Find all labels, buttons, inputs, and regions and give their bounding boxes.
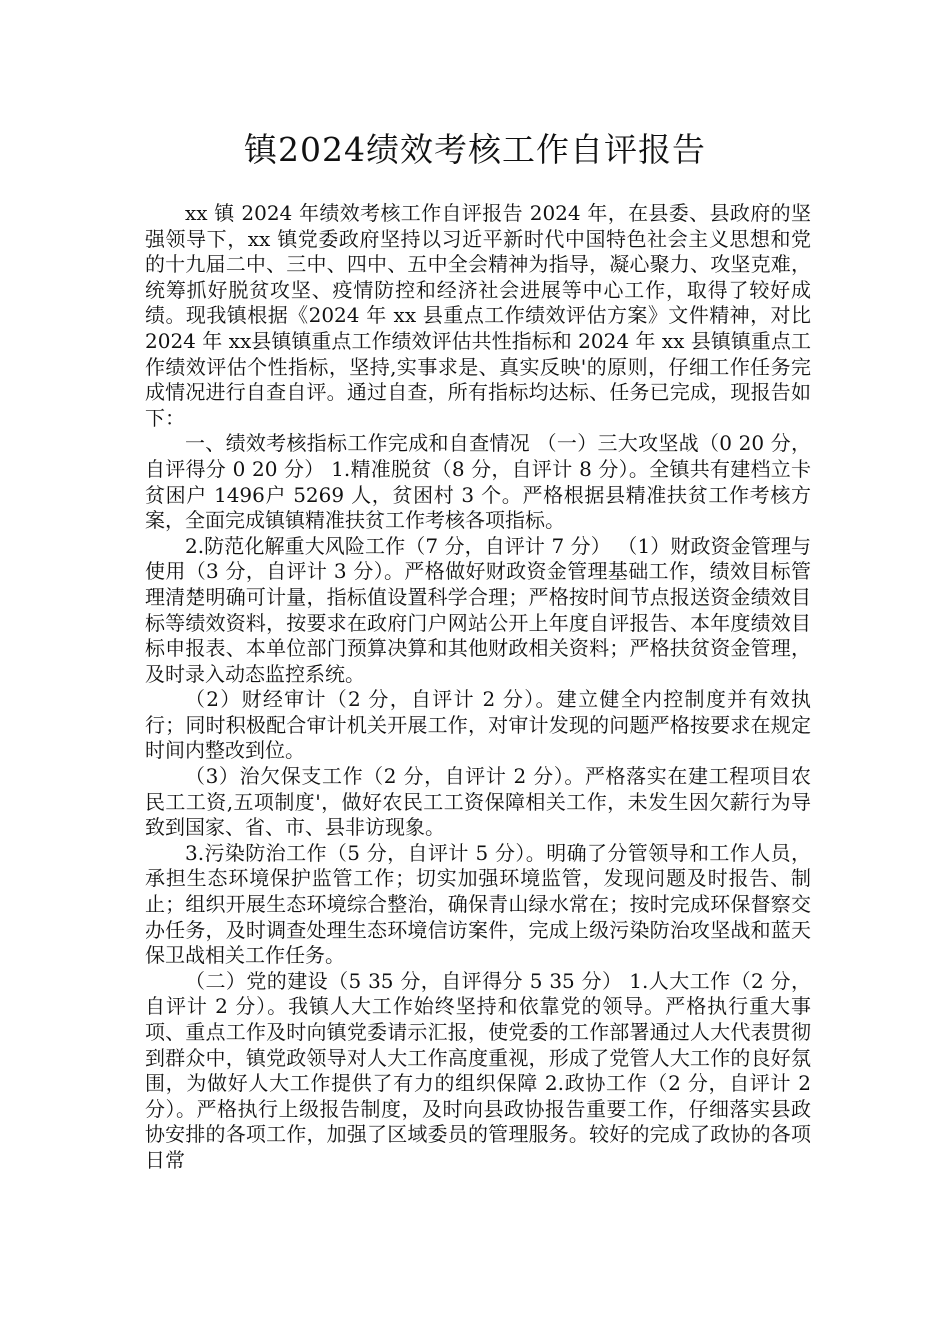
paragraph-party-building: （二）党的建设（5 35 分，自评得分 5 35 分） 1.人大工作（2 分，自评计 2 分）。我镇人大工作始终坚持和依靠党的领导。严格执行重大事项、重点工作及时向镇党委请示汇报，使党委的工作部署通过人大代表贯彻到群众中，镇党政领导对人大工作高度重视，形成了党管人大工作的良好氛围，为做好人大工作提供了有力的组织保障 2.政协工作（2 分，自评计 2 分）。严格执行上级报告制度，及时向县政协报告重要工作，仔细落实县政协安排的各项工作，加强了区域委员的管理服务。较好的完成了政协的各项日常 [145, 968, 811, 1172]
document-title: 镇2024绩效考核工作自评报告 [244, 130, 706, 169]
document-body [145, 201, 811, 1174]
paragraph-pollution-control: 3.污染防治工作（5 分，自评计 5 分）。明确了分管领导和工作人员，承担生态环境保护监管工作；切实加强环境监管，发现问题及时报告、制止；组织开展生态环境综合整治，确保青山绿水常在；按时完成环保督察交办任务，及时调查处理生态环境信访案件，完成上级污染防治攻坚战和蓝天保卫战相关工作任务。 [145, 840, 811, 968]
paragraph-wage-protection: （3）治欠保支工作（2 分，自评计 2 分）。严格落实在建工程项目农民工工资,五项制度'，做好农民工工资保障相关工作，未发生因欠薪行为导致到国家、省、市、县非访现象。 [145, 764, 811, 840]
paragraph-intro: xx 镇 2024 年绩效考核工作自评报告 2024 年，在县委、县政府的坚强领导下，xx 镇党委政府坚持以习近平新时代中国特色社会主义思想和党的十九届二中、三中、四中、五中全会精神为指导，凝心聚力、攻坚克难，统筹抓好脱贫攻坚、疫情防控和经济社会进展等中心工作，取得了较好成绩。现我镇根据《2024 年 xx 县重点工作绩效评估方案》文件精神，对比 2024 年 xx县镇镇重点工作绩效评估共性指标和 2024 年 xx 县镇镇重点工作绩效评估个性指标，坚持,实事求是、真实反映'的原则，仔细工作任务完成情况进行自查自评。通过自查，所有指标均达标、任务已完成，现报告如下： [145, 201, 811, 430]
paragraph-section-one: 一、绩效考核指标工作完成和自查情况 （一）三大攻坚战（0 20 分，自评得分 0 20 分） 1.精准脱贫（8 分，自评计 8 分）。全镇共有建档立卡贫困户 1496户 5269 人，贫困村 3 个。严格根据县精准扶贫工作考核方案，全面完成镇镇精准扶贫工作考核各项指标。 [145, 431, 811, 533]
paragraph-risk-prevention: 2.防范化解重大风险工作（7 分，自评计 7 分） （1）财政资金管理与使用（3 分，自评计 3 分）。严格做好财政资金管理基础工作，绩效目标管理清楚明确可计量，指标值设置科学合理；严格按时间节点报送资金绩效目标等绩效资料，按要求在政府门户网站公开上年度自评报告、本年度绩效目标申报表、本单位部门预算决算和其他财政相关资料；严格扶贫资金管理，及时录入动态监控系统。 [145, 533, 811, 686]
paragraph-financial-audit: （2）财经审计（2 分，自评计 2 分）。建立健全内控制度并有效执行；同时积极配合审计机关开展工作，对审计发现的问题严格按要求在规定时间内整改到位。 [145, 687, 811, 763]
